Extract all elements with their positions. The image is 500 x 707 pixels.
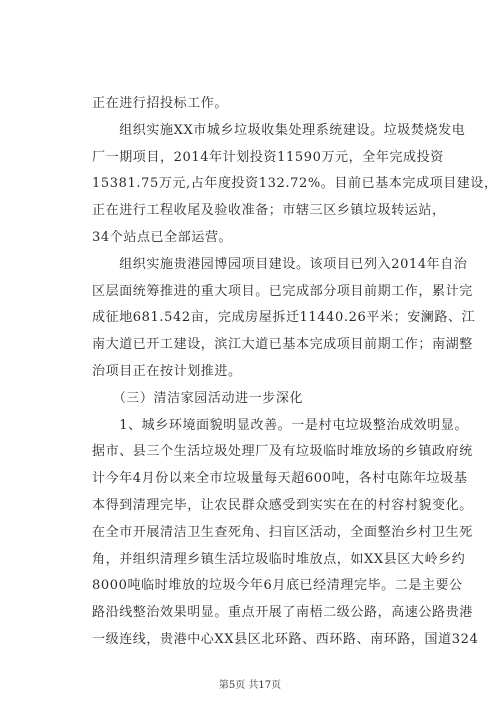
text-line: 正在进行招投标工作。: [92, 96, 229, 111]
text-line: 一级连线，贵港中心XX县区北环路、西环路、南环路，国道324: [92, 631, 479, 647]
text-line: 区层面统筹推进的重大项目。已完成部分项目前期工作，累计完: [92, 283, 473, 299]
text-line: 在全市开展清洁卫生查死角、扫盲区活动，全面整治乡村卫生死: [92, 524, 473, 540]
text-line: 15381.75万元,占年度投资132.72%。目前已基本完成项目建设，: [92, 176, 498, 192]
text-line: 本得到清理完毕，让农民群众感受到实实在在的村容村貌变化。: [92, 497, 473, 513]
page-footer: 第5页 共17页: [218, 680, 282, 691]
text-line: 组织实施XX市城乡垃圾收集处理系统建设。垃圾焚烧发电: [92, 122, 466, 138]
text-line: 成征地681.542亩，完成房屋拆迁11440.26平米；安澜路、江: [92, 310, 476, 326]
text-line: 角，并组织清理乡镇生活垃圾临时堆放点，如XX县区大岭乡约: [92, 551, 466, 567]
text-line: 路沿线整治效果明显。重点开展了南梧二级公路，高速公路贵港: [92, 605, 473, 621]
text-line: 南大道已开工建设，滨江大道已基本完成项目前期工作；南湖整: [92, 337, 473, 353]
text-line: 正在进行工程收尾及验收准备；市辖三区乡镇垃圾转运站，: [92, 203, 446, 219]
text-line: 1、城乡环境面貌明显改善。一是村屯垃圾整治成效明显。: [92, 417, 469, 433]
text-line: 据市、县三个生活垃圾处理厂及有垃圾临时堆放场的乡镇政府统: [92, 444, 473, 460]
document-body: [92, 91, 498, 654]
section-heading: （三）清洁家园活动进一步深化: [92, 390, 304, 406]
text-line: 厂一期项目，2014年计划投资11590万元，全年完成投资: [92, 149, 444, 165]
text-line: 34个站点已全部运营。: [92, 229, 233, 245]
text-line: 组织实施贵港园博园项目建设。该项目已列入2014年自治: [92, 256, 468, 272]
text-line: 治项目正在按计划推进。: [92, 363, 242, 379]
text-line: 8000吨临时堆放的垃圾今年6月底已经清理完毕。二是主要公: [92, 578, 463, 594]
text-line: 计今年4月份以来全市垃圾量每天超600吨，各村屯陈年垃圾基: [92, 471, 468, 487]
